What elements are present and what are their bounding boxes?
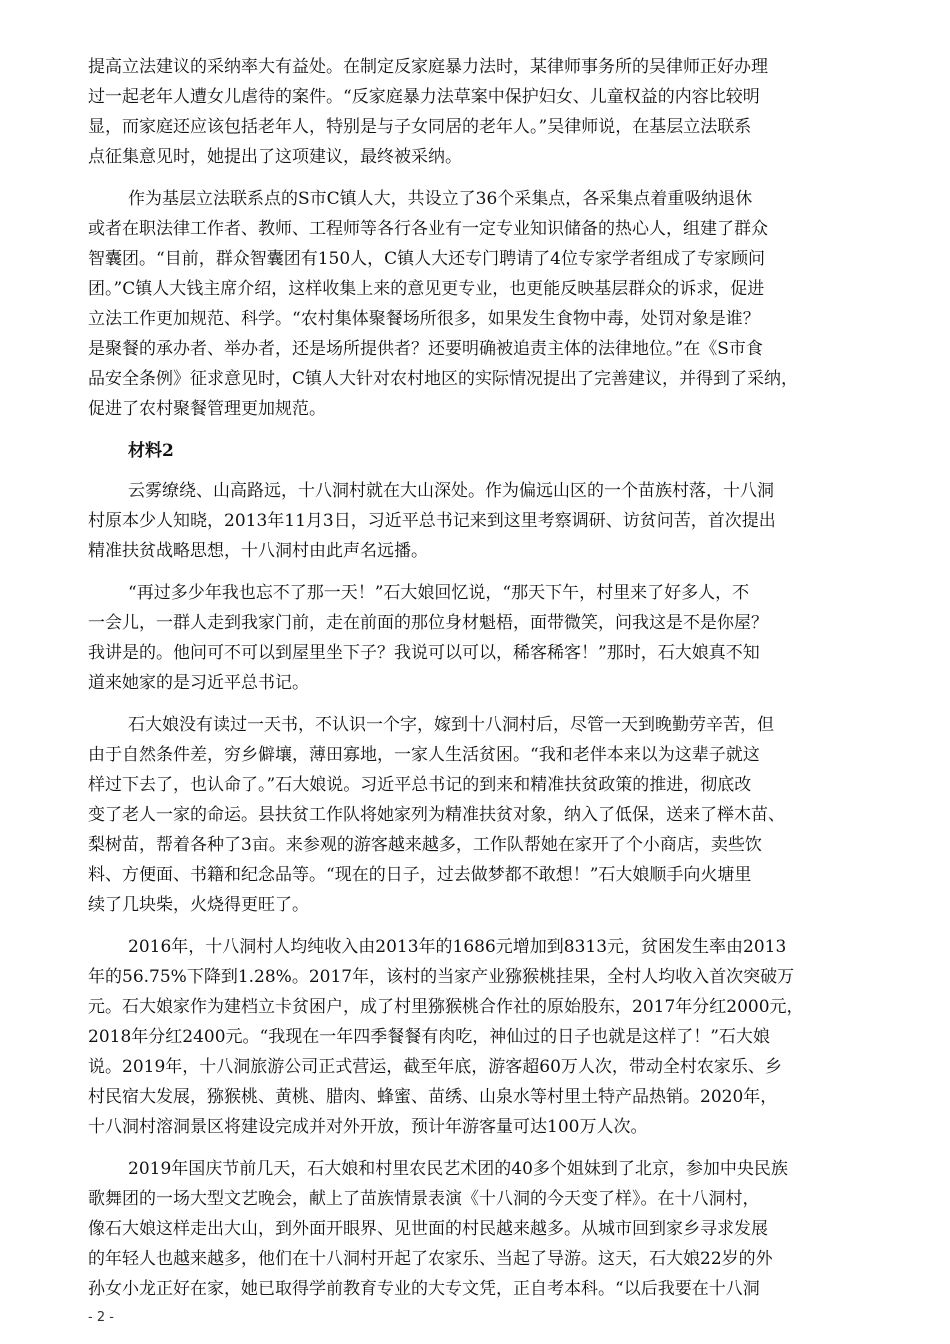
text-line: 一会儿，一群人走到我家门前，走在前面的那位身材魁梧，面带微笑，问我这是不是你屋？ (88, 613, 768, 633)
paragraph (88, 932, 858, 1142)
text-line: 孙女小龙正好在家，她已取得学前教育专业的大专文凭，正自考本科。“以后我要在十八洞 (88, 1279, 760, 1299)
text-line: 点征集意见时，她提出了这项建议，最终被采纳。 (88, 147, 462, 167)
paragraph (88, 578, 858, 698)
text-line: 或者在职法律工作者、教师、工程师等各行各业有一定专业知识储备的热心人，组建了群众 (88, 219, 768, 239)
text-line: 由于自然条件差，穷乡僻壤，薄田寡地，一家人生活贫困。“我和老伴本来以为这辈子就这 (88, 745, 760, 765)
text-line: 变了老人一家的命运。县扶贫工作队将她家列为精准扶贫对象，纳入了低保，送来了榉木苗、 (88, 805, 785, 825)
paragraph (88, 52, 858, 172)
paragraph (88, 476, 858, 566)
text-line: 过一起老年人遭女儿虐待的案件。“反家庭暴力法草案中保护妇女、儿童权益的内容比较明 (88, 87, 760, 107)
text-line: 料、方便面、书籍和纪念品等。“现在的日子，过去做梦都不敢想！”石大娘顺手向火塘里 (88, 865, 752, 885)
text-line: 提高立法建议的采纳率大有益处。在制定反家庭暴力法时，某律师事务所的吴律师正好办理 (88, 57, 768, 77)
text-line: 样过下去了，也认命了。”石大娘说。习近平总书记的到来和精准扶贫政策的推进，彻底改 (88, 775, 752, 795)
paragraph (88, 1154, 858, 1304)
text-line: 我讲是的。他问可不可以到屋里坐下子？我说可以可以，稀客稀客！”那时，石大娘真不知 (88, 643, 760, 663)
text-line: 作为基层立法联系点的S市C镇人大，共设立了36个采集点，各采集点着重吸纳退休 (128, 189, 753, 209)
text-line: 促进了农村聚餐管理更加规范。 (88, 399, 326, 419)
text-line: 元。石大娘家作为建档立卡贫困户，成了村里猕猴桃合作社的原始股东，2017年分红2000元， (88, 997, 804, 1017)
text-line: “再过多少年我也忘不了那一天！”石大娘回忆说，“那天下午，村里来了好多人，不 (128, 583, 750, 603)
text-line: 2019年国庆节前几天，石大娘和村里农民艺术团的40多个姐妹到了北京，参加中央民族 (128, 1159, 788, 1179)
page-content (88, 52, 858, 1316)
text-line: 像石大娘这样走出大山，到外面开眼界、见世面的村民越来越多。从城市回到家乡寻求发展 (88, 1219, 768, 1239)
paragraph-group-top (88, 52, 858, 424)
text-line: 歌舞团的一场大型文艺晚会，献上了苗族情景表演《十八洞的今天变了样》。在十八洞村， (88, 1189, 760, 1209)
text-line: 说。2019年，十八洞旅游公司正式营运，截至年底，游客超60万人次，带动全村农家乐、乡 (88, 1057, 782, 1077)
text-line: 品安全条例》征求意见时，C镇人大针对农村地区的实际情况提出了完善建议，并得到了采纳， (88, 369, 799, 389)
text-line: 2018年分红2400元。“我现在一年四季餐餐有肉吃，神仙过的日子也就是这样了！”石大娘 (88, 1027, 770, 1047)
text-line: 智囊团。“目前，群众智囊团有150人，C镇人大还专门聘请了4位专家学者组成了专家顾问 (88, 249, 765, 269)
text-line: 是聚餐的承办者、举办者，还是场所提供者？还要明确被追责主体的法律地位。”在《S市食 (88, 339, 763, 359)
paragraph-group-bottom (88, 476, 858, 1304)
page-number: - 2 - (88, 1310, 114, 1325)
text-line: 立法工作更加规范、科学。“农村集体聚餐场所很多，如果发生食物中毒，处罚对象是谁？ (88, 309, 760, 329)
text-line: 显，而家庭还应该包括老年人，特别是与子女同居的老年人。”吴律师说，在基层立法联系 (88, 117, 752, 137)
text-line: 续了几块柴，火烧得更旺了。 (88, 895, 309, 915)
section-heading: 材料2 (128, 441, 174, 461)
text-line: 村民宿大发展，猕猴桃、黄桃、腊肉、蜂蜜、苗绣、山泉水等村里土特产品热销。2020年， (88, 1087, 778, 1107)
text-line: 团。”C镇人大钱主席介绍，这样收集上来的意见更专业，也更能反映基层群众的诉求，促进 (88, 279, 765, 299)
text-line: 2016年，十八洞村人均纯收入由2013年的1686元增加到8313元，贫困发生率由2013 (128, 937, 787, 957)
text-line: 云雾缭绕、山高路远，十八洞村就在大山深处。作为偏远山区的一个苗族村落，十八洞 (128, 481, 774, 501)
text-line: 十八洞村溶洞景区将建设完成并对外开放，预计年游客量可达100万人次。 (88, 1117, 648, 1137)
text-line: 石大娘没有读过一天书，不认识一个字，嫁到十八洞村后，尽管一天到晚勤劳辛苦，但 (128, 715, 774, 735)
text-line: 道来她家的是习近平总书记。 (88, 673, 309, 693)
text-line: 梨树苗，帮着各种了3亩。来参观的游客越来越多，工作队帮她在家开了个小商店，卖些饮 (88, 835, 762, 855)
paragraph (88, 184, 858, 424)
paragraph (88, 710, 858, 920)
text-line: 精准扶贫战略思想，十八洞村由此声名远播。 (88, 541, 428, 561)
text-line: 年的56.75%下降到1.28%。2017年，该村的当家产业猕猴桃挂果，全村人均收入首次突破万 (88, 967, 795, 987)
text-line: 的年轻人也越来越多，他们在十八洞村开起了农家乐、当起了导游。这天，石大娘22岁的外 (88, 1249, 773, 1269)
text-line: 村原本少人知晓，2013年11月3日，习近平总书记来到这里考察调研、访贫问苦，首次提出 (88, 511, 776, 531)
